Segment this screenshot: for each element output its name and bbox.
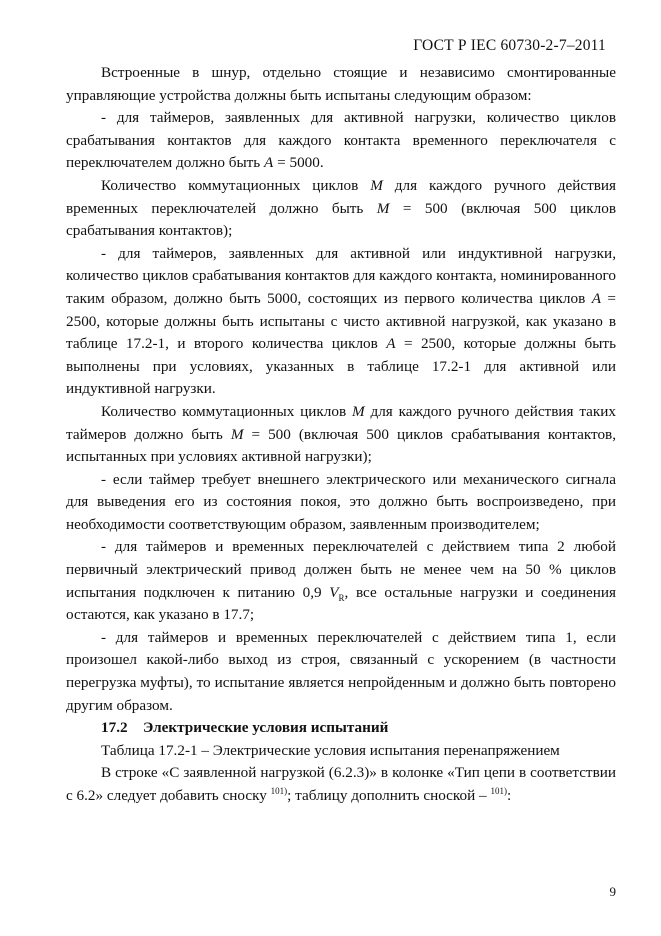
text-segment: - для таймеров, заявленных для активной или индуктивной нагрузки, количество циклов срабатывания контактов для каждого контакта, номинированного таким образом, должно быть 5000, состоящих из первого количества циклов (66, 244, 616, 307)
paragraph-inductive-load-timers (66, 243, 616, 401)
paragraph-switching-cycles-1 (66, 175, 616, 243)
text-segment: для каждого ручного действия таких таймеров должно быть (66, 402, 616, 443)
variable-a: A (264, 154, 274, 172)
paragraph-type2-action (66, 536, 616, 626)
section-number: 17.2 (101, 719, 128, 737)
text-segment: - для таймеров, заявленных для активной нагрузки, количество циклов срабатывания контактов для каждого контакта временного переключателя с переключателем должно быть (66, 109, 616, 172)
section-heading (66, 717, 616, 740)
text-segment: = 2500, которые должны быть испытаны с чисто активной нагрузкой, как указано в таблице 17.2-1, и второго количества циклов (66, 289, 616, 353)
variable-v: V (329, 583, 339, 601)
variable-m: M (376, 199, 390, 217)
footnote-ref: 101) (490, 785, 507, 796)
text-segment: Количество коммутационных циклов (101, 402, 352, 420)
section-title: Электрические условия испытаний (143, 719, 389, 737)
text-segment: для каждого ручного действия временных переключателей должно быть (66, 176, 616, 217)
text-segment: - для таймеров и временных переключателей с действием типа 2 любой первичный электрический привод должен быть не менее чем на 50 % циклов испытания подключен к питанию 0,9 (66, 538, 616, 601)
paragraph-active-load-timers (66, 107, 616, 175)
text-segment: = 5000. (273, 154, 324, 172)
text-segment: В строке «С заявленной нагрузкой (6.2.3)» в колонке «Тип цепи в соответствии с 6.2» следует добавить сноску (66, 764, 616, 804)
paragraph-type1-action: - для таймеров и временных переключателей с действием типа 1, если произошел какой-либо выход из строя, связанный с ускорением (в частности перегрузка муфты), то испытание является непройденным и должно быть повторено другим образом. (66, 628, 616, 714)
variable-a: A (591, 289, 601, 307)
variable-m: M (370, 176, 383, 194)
subscript-r: R (338, 592, 345, 603)
paragraph-footnote-instruction (66, 762, 616, 807)
paragraph-switching-cycles-2 (66, 401, 616, 469)
variable-a: A (386, 335, 396, 353)
text-segment: ; таблицу дополнить сноской – (287, 787, 491, 804)
text-segment: , все остальные нагрузки и соединения остаются, как указано в 17.7; (66, 583, 617, 624)
text-segment: : (506, 787, 512, 804)
footnote-ref: 101) (270, 785, 288, 796)
variable-m: M (230, 425, 244, 443)
text-segment: Количество коммутационных циклов (101, 176, 371, 194)
text-segment: = 2500, которые должны быть выполнены при условиях, указанных в таблице 17.2-1 для активной или индуктивной нагрузки. (66, 335, 617, 398)
paragraph-external-signal: - если таймер требует внешнего электрического или механического сигнала для выведения его из состояния покоя, это должно быть воспроизведено, при необходимости соответствующим образом, заявленным производителем; (66, 470, 616, 533)
variable-m: M (351, 402, 365, 420)
paragraph-intro: Встроенные в шнур, отдельно стоящие и независимо смонтированные управляющие устройства должны быть испытаны следующим образом: (66, 64, 616, 104)
page-number: 9 (609, 884, 616, 899)
document-body (66, 62, 616, 808)
table-caption: Таблица 17.2-1 – Электрические условия испытания перенапряжением (101, 741, 560, 759)
standard-code-header: ГОСТ Р IEC 60730-2-7–2011 (413, 37, 606, 54)
text-segment: = 500 (включая 500 циклов срабатывания контактов); (66, 199, 616, 240)
text-segment: = 500 (включая 500 циклов срабатывания контактов, испытанных при условиях активной нагрузки); (66, 425, 617, 466)
